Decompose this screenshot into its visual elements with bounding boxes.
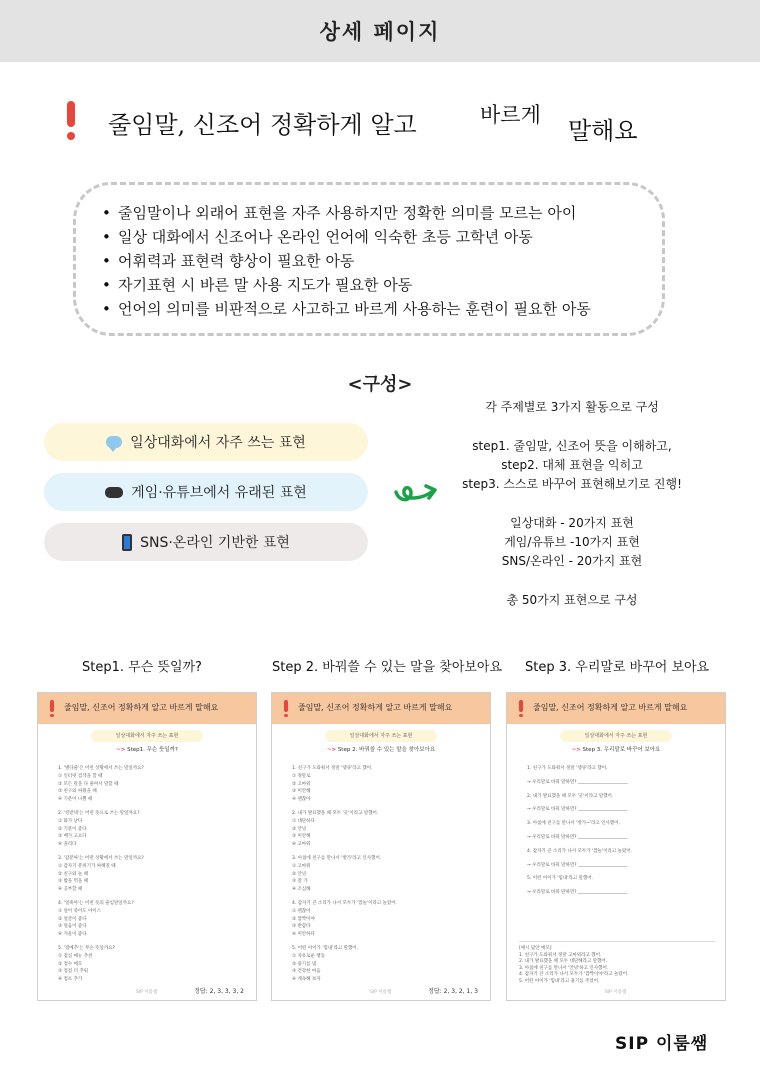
list-item: • 언어의 의미를 비판적으로 사고하고 바르게 사용하는 훈련이 필요한 아동 xyxy=(102,297,662,321)
title-part-2: 바르게 xyxy=(480,103,541,127)
preview-answer-line: 1. 친구가 도와줘서 정말 고마워라고 했어. xyxy=(519,952,602,958)
preview-line: ④ 미안하다 xyxy=(292,932,315,938)
preview-line: 2. 내가 발표했을 때 모두 '굿'이라고 말했어. xyxy=(292,810,379,816)
smartphone-icon xyxy=(122,534,132,551)
preview-line: ② 안녕 xyxy=(292,826,307,832)
preview-line: ① 화가 난다 xyxy=(58,818,83,824)
preview-line: → 우리말로 바꿔 말하면? ______________________ xyxy=(527,862,628,868)
author-signature: SIP 이룸쌤 xyxy=(615,1034,709,1054)
category-sns-online xyxy=(44,523,368,561)
summary-total: 총 50가지 표현으로 구성 xyxy=(506,593,638,607)
preview-answer-memo: [예시 답안 메모] 1. 친구가 도와줘서 정말 고마워라고 했어. 2. 내가 발표했을 때 모두 대단해라고 말했어. 3. 아침에 친구를 만나서 '안녕'하고 인사했어. 4. 갑자기 큰 소리가 나서 모두가 '깜짝이야'라고 놀랐어. 5. 어떤 아이가 '힘내'라고 용기를 주었어. xyxy=(519,941,715,989)
composition-summary xyxy=(452,398,692,610)
mini-arrow-icon: ~> xyxy=(326,747,337,753)
preview-line: 4. 갑자기 큰 소리가 나서 모두가 '깜놀'이라고 놀랐어. xyxy=(292,900,398,906)
preview-step: ~> Step1. 무슨 뜻일까? xyxy=(116,747,178,753)
preview-answer-line: 3. 아침에 친구를 만나서 '안녕'하고 인사했어. xyxy=(519,965,609,971)
summary-step3: step3. 스스로 바꾸어 표현해보기로 진행! xyxy=(462,477,682,491)
preview-line: ③ 건강한 마음 xyxy=(292,969,321,975)
preview-line: 3. 아침에 친구를 만나서 '방가~'라고 인사했어. xyxy=(527,821,621,827)
preview-line: 3. '갑분싸'는 어떤 상황에서 쓰는 말일까요? xyxy=(58,855,144,861)
speech-bubble-icon xyxy=(106,436,122,448)
mini-arrow-icon: ~> xyxy=(571,747,581,753)
step1-title: Step1. 무슨 뜻일까? xyxy=(82,660,202,675)
preview-line: ① 갑자기 분위기가 싸해질 때 xyxy=(58,863,116,869)
list-item: • 자기표현 시 바른 말 사용 지도가 필요한 아동 xyxy=(102,273,662,297)
preview-line: ② 용기를 냄 xyxy=(292,961,317,967)
summary-count-daily: 일상대화 - 20가지 표현 xyxy=(510,516,634,530)
preview-line: 5. '점메추'는 무슨 뜻일까요? xyxy=(58,945,115,951)
preview-line: ④ 공부할 때 xyxy=(58,887,83,893)
preview-line: ③ 밥을 먹을 때 xyxy=(58,879,89,885)
exclamation-icon xyxy=(284,700,288,712)
title-part-1: 줄임말, 신조어 정확하게 알고 xyxy=(108,111,417,139)
preview-line: ② 얼굴이 좋다 xyxy=(58,916,87,922)
category-label: SNS·온라인 기반한 표현 xyxy=(140,535,290,551)
preview-line: ② 깜짝이야 xyxy=(292,916,315,922)
preview-line: ④ 괜찮아 xyxy=(292,797,311,803)
preview-header: 줄임말, 신조어 정확하게 알고 바르게 말해요 xyxy=(507,693,725,724)
preview-step: ~> Step 2. 바꿔쓸 수 있는 말을 찾아보아요 xyxy=(326,747,436,753)
preview-line: ① 대단하다 xyxy=(292,818,315,824)
preview-line: → 우리말로 바꿔 말하면? ______________________ xyxy=(527,834,628,840)
preview-category: 일상대화에서 자주 쓰는 표현 xyxy=(91,730,203,742)
preview-line: ④ 계속해 보자 xyxy=(292,977,321,983)
exclamation-icon xyxy=(519,700,523,712)
answer-key: 정답: 2, 3, 2, 1, 3 xyxy=(428,988,478,995)
preview-line: 2. '킹받네'는 어떤 뜻으로 쓰는 말일까요? xyxy=(58,810,140,816)
list-item: • 일상 대화에서 신조어나 온라인 언어에 익숙한 초등 고학년 아동 xyxy=(102,225,662,249)
exclamation-icon xyxy=(50,700,54,712)
category-label: 일상대화에서 자주 쓰는 표현 xyxy=(130,435,306,451)
target-audience-box xyxy=(73,182,665,336)
preview-category: 일상대화에서 자주 쓰는 표현 xyxy=(325,730,437,742)
preview-line: 5. 어떤 아이가 '힘내'라고 말했어. xyxy=(527,876,594,882)
preview-line: ① 정말로 xyxy=(292,773,311,779)
preview-line: ① 고마워 xyxy=(292,863,311,869)
preview-answer-line: 2. 내가 발표했을 때 모두 대단해라고 말했어. xyxy=(519,959,608,965)
preview-questions xyxy=(507,753,725,897)
preview-line: 4. 갑자기 큰 소리가 나서 모두가 '깜놀'이라고 놀랐어. xyxy=(527,848,633,854)
preview-line: ③ 미안해 xyxy=(292,834,311,840)
preview-line: 2. 내가 발표했을 때 모두 '굿'이라고 말했어. xyxy=(527,793,614,799)
preview-line: ① 점심 메뉴 추천 xyxy=(58,953,93,959)
step2-title: Step 2. 바꿔쓸 수 있는 말을 찾아보아요 xyxy=(272,660,503,675)
preview-line: ④ 조심해 xyxy=(292,887,311,893)
summary-step2: step2. 대체 표현을 익히고 xyxy=(501,458,643,472)
preview-questions xyxy=(272,753,490,984)
step1-preview: 줄임말, 신조어 정확하게 알고 바르게 말해요 일상대화에서 자주 쓰는 표현 ~> Step1. 무슨 뜻일까? 1. '별다줄'은 어떤 상황에서 쓰는 말일까요? ① 인터넷 검색을 할 때 ② 모든 말을 다 줄여서 말할 때 ③ 친구와 싸웠을 때 ④ 기분이 나쁠 때 2. '킹받네'는 어떤 뜻으로 쓰는 말일까요? ① 화가 난다 ② 기분이 좋다 ③ 배가 고프다 ④ 졸리다 3. '갑분싸'는 어떤 상황에서 쓰는 말일까요? ① 갑자기 분위기가 싸해질 때 ② 친구와 놀 때 ③ 밥을 먹을 때 ④ 공부할 때 4. '얼죽아'는 어떤 뜻의 줄임말일까요? ① 얼어 죽어도 아이스 ② 얼굴이 좋다 ③ 얼음이 좋다 ④ 겨울이 좋다 5. '점메추'는 무슨 뜻일까요? ① 점심 메뉴 추천 ② 점수 메모 ③ 점점 더 추워 ④ 점프 추가 SIP 이룸쌤 정답: 2, 3, 3, 3, 2 xyxy=(37,692,257,1001)
curly-arrow-icon xyxy=(393,478,441,508)
mini-arrow-icon: ~> xyxy=(116,747,126,753)
preview-line: ② 점수 메모 xyxy=(58,961,83,967)
preview-line: ④ 기분이 나쁠 때 xyxy=(58,797,93,803)
step3-preview: 줄임말, 신조어 정확하게 알고 바르게 말해요 일상대화에서 자주 쓰는 표현 ~> Step 3. 우리말로 바꾸어 보아요 1. 친구가 도와줘서 정말 '땡큐'라고 했어. → 우리말로 바꿔 말하면? ______________________ 2. 내가 발표했을 때 모두 '굿'이라고 말했어. → 우리말로 바꿔 말하면? ______________________ 3. 아침에 친구를 만나서 '방가~'라고 인사했어. → 우리말로 바꿔 말하면? ______________________ 4. 갑자기 큰 소리가 나서 모두가 '깜놀'이라고 놀랐어. → 우리말로 바꿔 말하면? ______________________ 5. 어떤 아이가 '힘내'라고 말했어. → 우리말로 바꿔 말하면? ______________________ [예시 답안 메모] 1. 친구가 도와줘서 정말 고마워라고 했어. 2. 내가 발표했을 때 모두 대단해라고 말했어. 3. 아침에 친구를 만나서 '안녕'하고 인사했어. 4. 갑자기 큰 소리가 나서 모두가 '깜짝이야'라고 놀랐어. 5. 어떤 아이가 '힘내'라고 용기를 주었어. SIP 이룸쌤 xyxy=(506,692,726,1001)
preview-line: ④ 고마워 xyxy=(292,842,311,848)
category-daily-conversation xyxy=(44,423,368,461)
preview-category: 일상대화에서 자주 쓰는 표현 xyxy=(560,730,672,742)
game-controller-icon xyxy=(105,487,123,498)
target-list xyxy=(102,201,662,321)
preview-line: ④ 점프 추가 xyxy=(58,977,83,983)
preview-header: 줄임말, 신조어 정확하게 알고 바르게 말해요 xyxy=(38,693,256,724)
preview-line: ③ 얼음이 좋다 xyxy=(58,924,87,930)
preview-header: 줄임말, 신조어 정확하게 알고 바르게 말해요 xyxy=(272,693,490,724)
preview-line: 1. 친구가 도와줘서 정말 '땡큐'라고 했어. xyxy=(292,766,373,771)
preview-line: ③ 친구와 싸웠을 때 xyxy=(58,789,97,795)
summary-count-sns: SNS/온라인 - 20가지 표현 xyxy=(501,554,643,568)
preview-line: ① 얼어 죽어도 아이스 xyxy=(58,908,102,914)
summary-intro: 각 주제별로 3가지 활동으로 구성 xyxy=(485,400,659,414)
preview-line: → 우리말로 바꿔 말하면? ______________________ xyxy=(527,807,628,813)
step3-title: Step 3. 우리말로 바꾸어 보아요 xyxy=(525,660,710,675)
preview-line: ③ 반갑다 xyxy=(292,924,311,930)
main-title xyxy=(60,95,720,155)
preview-line: ① 괜찮아 xyxy=(292,908,311,914)
title-part-3: 말해요 xyxy=(568,117,638,145)
preview-line: 5. 어떤 아이가 '힘내'라고 말했어. xyxy=(292,945,359,951)
composition-title: <구성> xyxy=(347,374,413,395)
preview-line: ② 모든 말을 다 줄여서 말할 때 xyxy=(58,781,119,787)
step2-preview: 줄임말, 신조어 정확하게 알고 바르게 말해요 일상대화에서 자주 쓰는 표현 ~> Step 2. 바꿔쓸 수 있는 말을 찾아보아요 1. 친구가 도와줘서 정말 '땡큐'라고 했어. ① 정말로 ② 고마워 ③ 미안해 ④ 괜찮아 2. 내가 발표했을 때 모두 '굿'이라고 말했어. ① 대단하다 ② 안녕 ③ 미안해 ④ 고마워 3. 아침에 친구를 만나서 '방가'라고 인사했어. ① 고마워 ② 안녕 ③ 잘 가 ④ 조심해 4. 갑자기 큰 소리가 나서 모두가 '깜놀'이라고 놀랐어. ① 괜찮아 ② 깜짝이야 ③ 반갑다 ④ 미안하다 5. 어떤 아이가 '힘내'라고 말했어. ① 자유로운 행동 ② 용기를 냄 ③ 건강한 마음 ④ 계속해 보자 SIP 이룸쌤 정답: 2, 3, 2, 1, 3 xyxy=(271,692,491,1001)
preview-line: ④ 졸리다 xyxy=(58,842,77,848)
preview-line: → 우리말로 바꿔 말하면? ______________________ xyxy=(527,779,628,785)
preview-line: → 우리말로 바꿔 말하면? ______________________ xyxy=(527,890,628,896)
preview-line: 3. 아침에 친구를 만나서 '방가'라고 인사했어. xyxy=(292,855,382,861)
preview-line: 4. '얼죽아'는 어떤 뜻의 줄임말일까요? xyxy=(58,900,134,906)
summary-step1: step1. 줄임말, 신조어 뜻을 이해하고, xyxy=(472,439,672,453)
header-bar xyxy=(0,0,760,62)
preview-line: ② 고마워 xyxy=(292,781,311,787)
preview-answer-line: 4. 갑자기 큰 소리가 나서 모두가 '깜짝이야'라고 놀랐어. xyxy=(519,972,629,978)
summary-count-game: 게임/유튜브 -10가지 표현 xyxy=(504,535,640,549)
exclamation-icon xyxy=(64,101,78,141)
preview-line: ① 인터넷 검색을 할 때 xyxy=(58,773,103,779)
preview-line: 1. 친구가 도와줘서 정말 '땡큐'라고 했어. xyxy=(527,766,608,771)
preview-step: ~> Step 3. 우리말로 바꾸어 보아요 xyxy=(571,747,661,753)
category-game-youtube xyxy=(44,473,368,511)
preview-line: ② 친구와 놀 때 xyxy=(58,871,89,877)
preview-line: ② 기분이 좋다 xyxy=(58,826,87,832)
preview-line: ② 안녕 xyxy=(292,871,307,877)
preview-line: ③ 잘 가 xyxy=(292,879,308,885)
preview-line: ③ 점점 더 추워 xyxy=(58,969,89,975)
preview-line: ① 자유로운 행동 xyxy=(292,953,325,959)
preview-line: 1. '별다줄'은 어떤 상황에서 쓰는 말일까요? xyxy=(58,766,144,771)
page-title: 상세 페이지 xyxy=(319,20,441,44)
preview-questions xyxy=(38,753,256,984)
list-item: • 줄임말이나 외래어 표현을 자주 사용하지만 정확한 의미를 모르는 아이 xyxy=(102,201,662,225)
preview-line: ④ 겨울이 좋다 xyxy=(58,932,87,938)
answer-key: 정답: 2, 3, 3, 3, 2 xyxy=(194,988,244,995)
preview-line: ③ 배가 고프다 xyxy=(58,834,87,840)
list-item: • 어휘력과 표현력 향상이 필요한 아동 xyxy=(102,249,662,273)
preview-line: ③ 미안해 xyxy=(292,789,311,795)
preview-answer-line: 5. 어떤 아이가 '힘내'라고 용기를 주었어. xyxy=(519,978,600,984)
category-label: 게임·유튜브에서 유래된 표현 xyxy=(131,485,307,501)
